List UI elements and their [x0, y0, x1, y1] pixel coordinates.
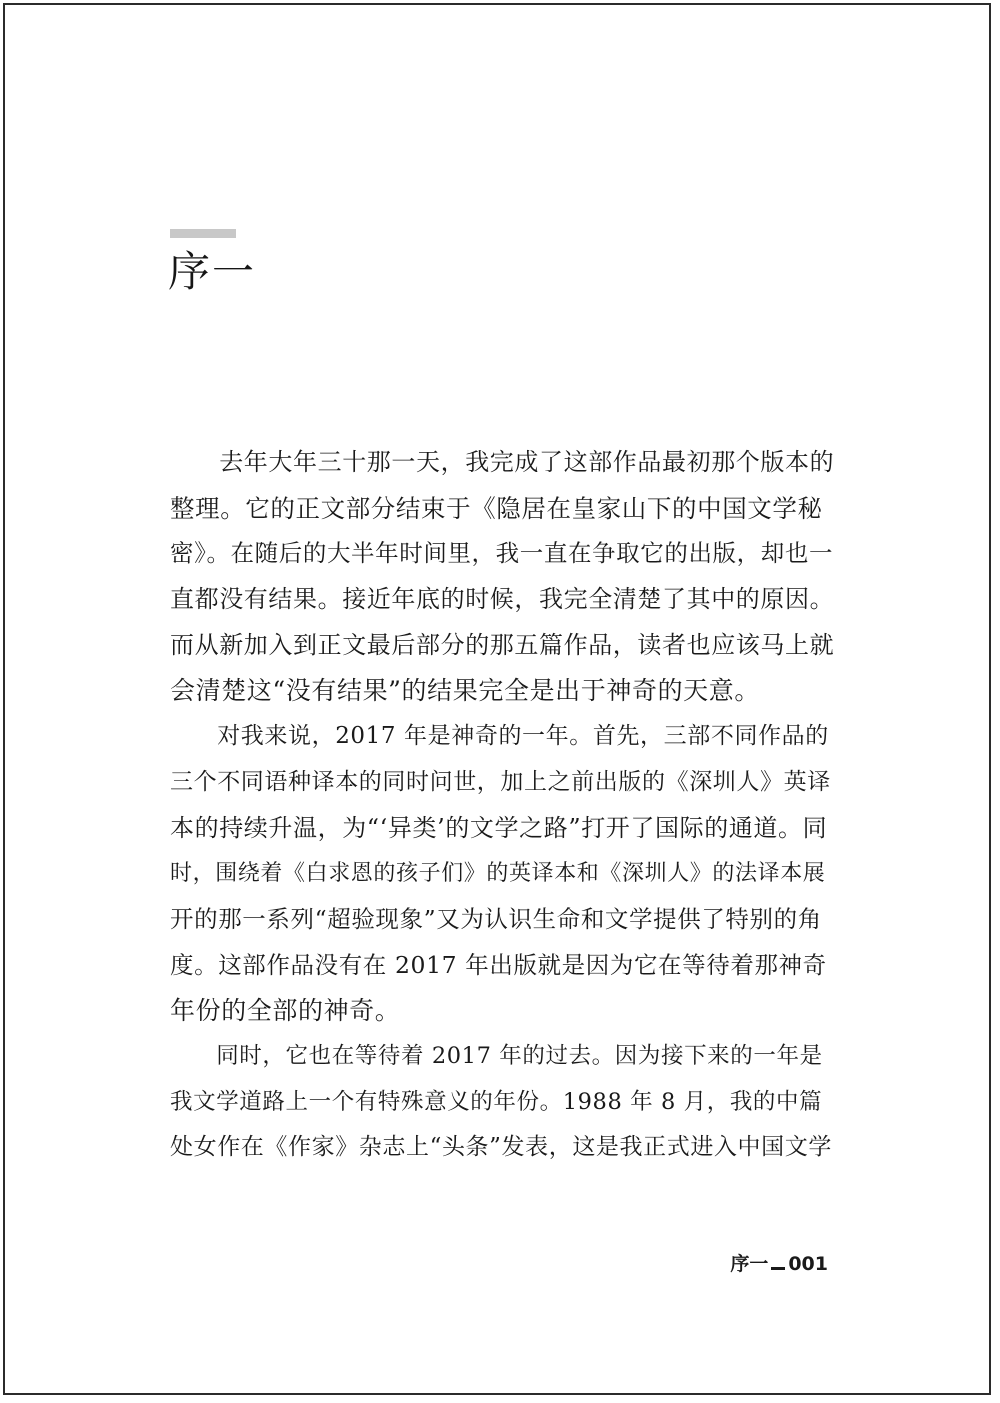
body-line: 我文学道路上一个有特殊意义的年份。1988 年 8 月，我的中篇 — [170, 1088, 823, 1115]
body-line: 处女作在《作家》杂志上“头条”发表，这是我正式进入中国文学 — [170, 1134, 832, 1161]
body-text — [170, 440, 834, 1171]
page-number: 001 — [788, 1253, 828, 1275]
body-line: 年份的全部的神奇。 — [170, 996, 401, 1026]
body-line: 开的那一系列“超验现象”又为认识生命和文学提供了特别的角 — [170, 904, 822, 933]
chapter-title: 序一 — [168, 247, 257, 296]
footer-separator — [771, 1253, 785, 1270]
body-line: 去年大年三十那一天，我完成了这部作品最初那个版本的 — [170, 448, 835, 476]
body-line: 密》。在随后的大半年时间里，我一直在争取它的出版，却也一 — [170, 539, 834, 568]
body-line: 会清楚这“没有结果”的结果完全是出于神奇的天意。 — [170, 676, 760, 706]
body-line: 时，围绕着《白求恩的孩子们》的英译本和《深圳人》的法译本展 — [170, 861, 826, 887]
body-line: 本的持续升温，为“‘异类’的文学之路”打开了国际的通道。同 — [170, 813, 828, 842]
body-line: 直都没有结果。接近年底的时候，我完全清楚了其中的原因。 — [170, 585, 835, 614]
body-line: 对我来说，2017 年是神奇的一年。首先，三部不同作品的 — [170, 723, 829, 750]
chapter-title-accent-bar — [170, 229, 236, 238]
body-line: 同时，它也在等待着 2017 年的过去。因为接下来的一年是 — [170, 1042, 823, 1069]
body-line: 三个不同语种译本的同时问世，加上之前出版的《深圳人》英译 — [170, 768, 831, 795]
footer-section-label: 序一 — [730, 1253, 769, 1275]
body-line: 度。这部作品没有在 2017 年出版就是因为它在等待着那神奇 — [170, 950, 827, 979]
body-line: 而从新加入到正文最后部分的那五篇作品，读者也应该马上就 — [170, 630, 835, 659]
page-footer — [730, 1252, 828, 1276]
body-line: 整理。它的正文部分结束于《隐居在皇家山下的中国文学秘 — [170, 493, 823, 523]
